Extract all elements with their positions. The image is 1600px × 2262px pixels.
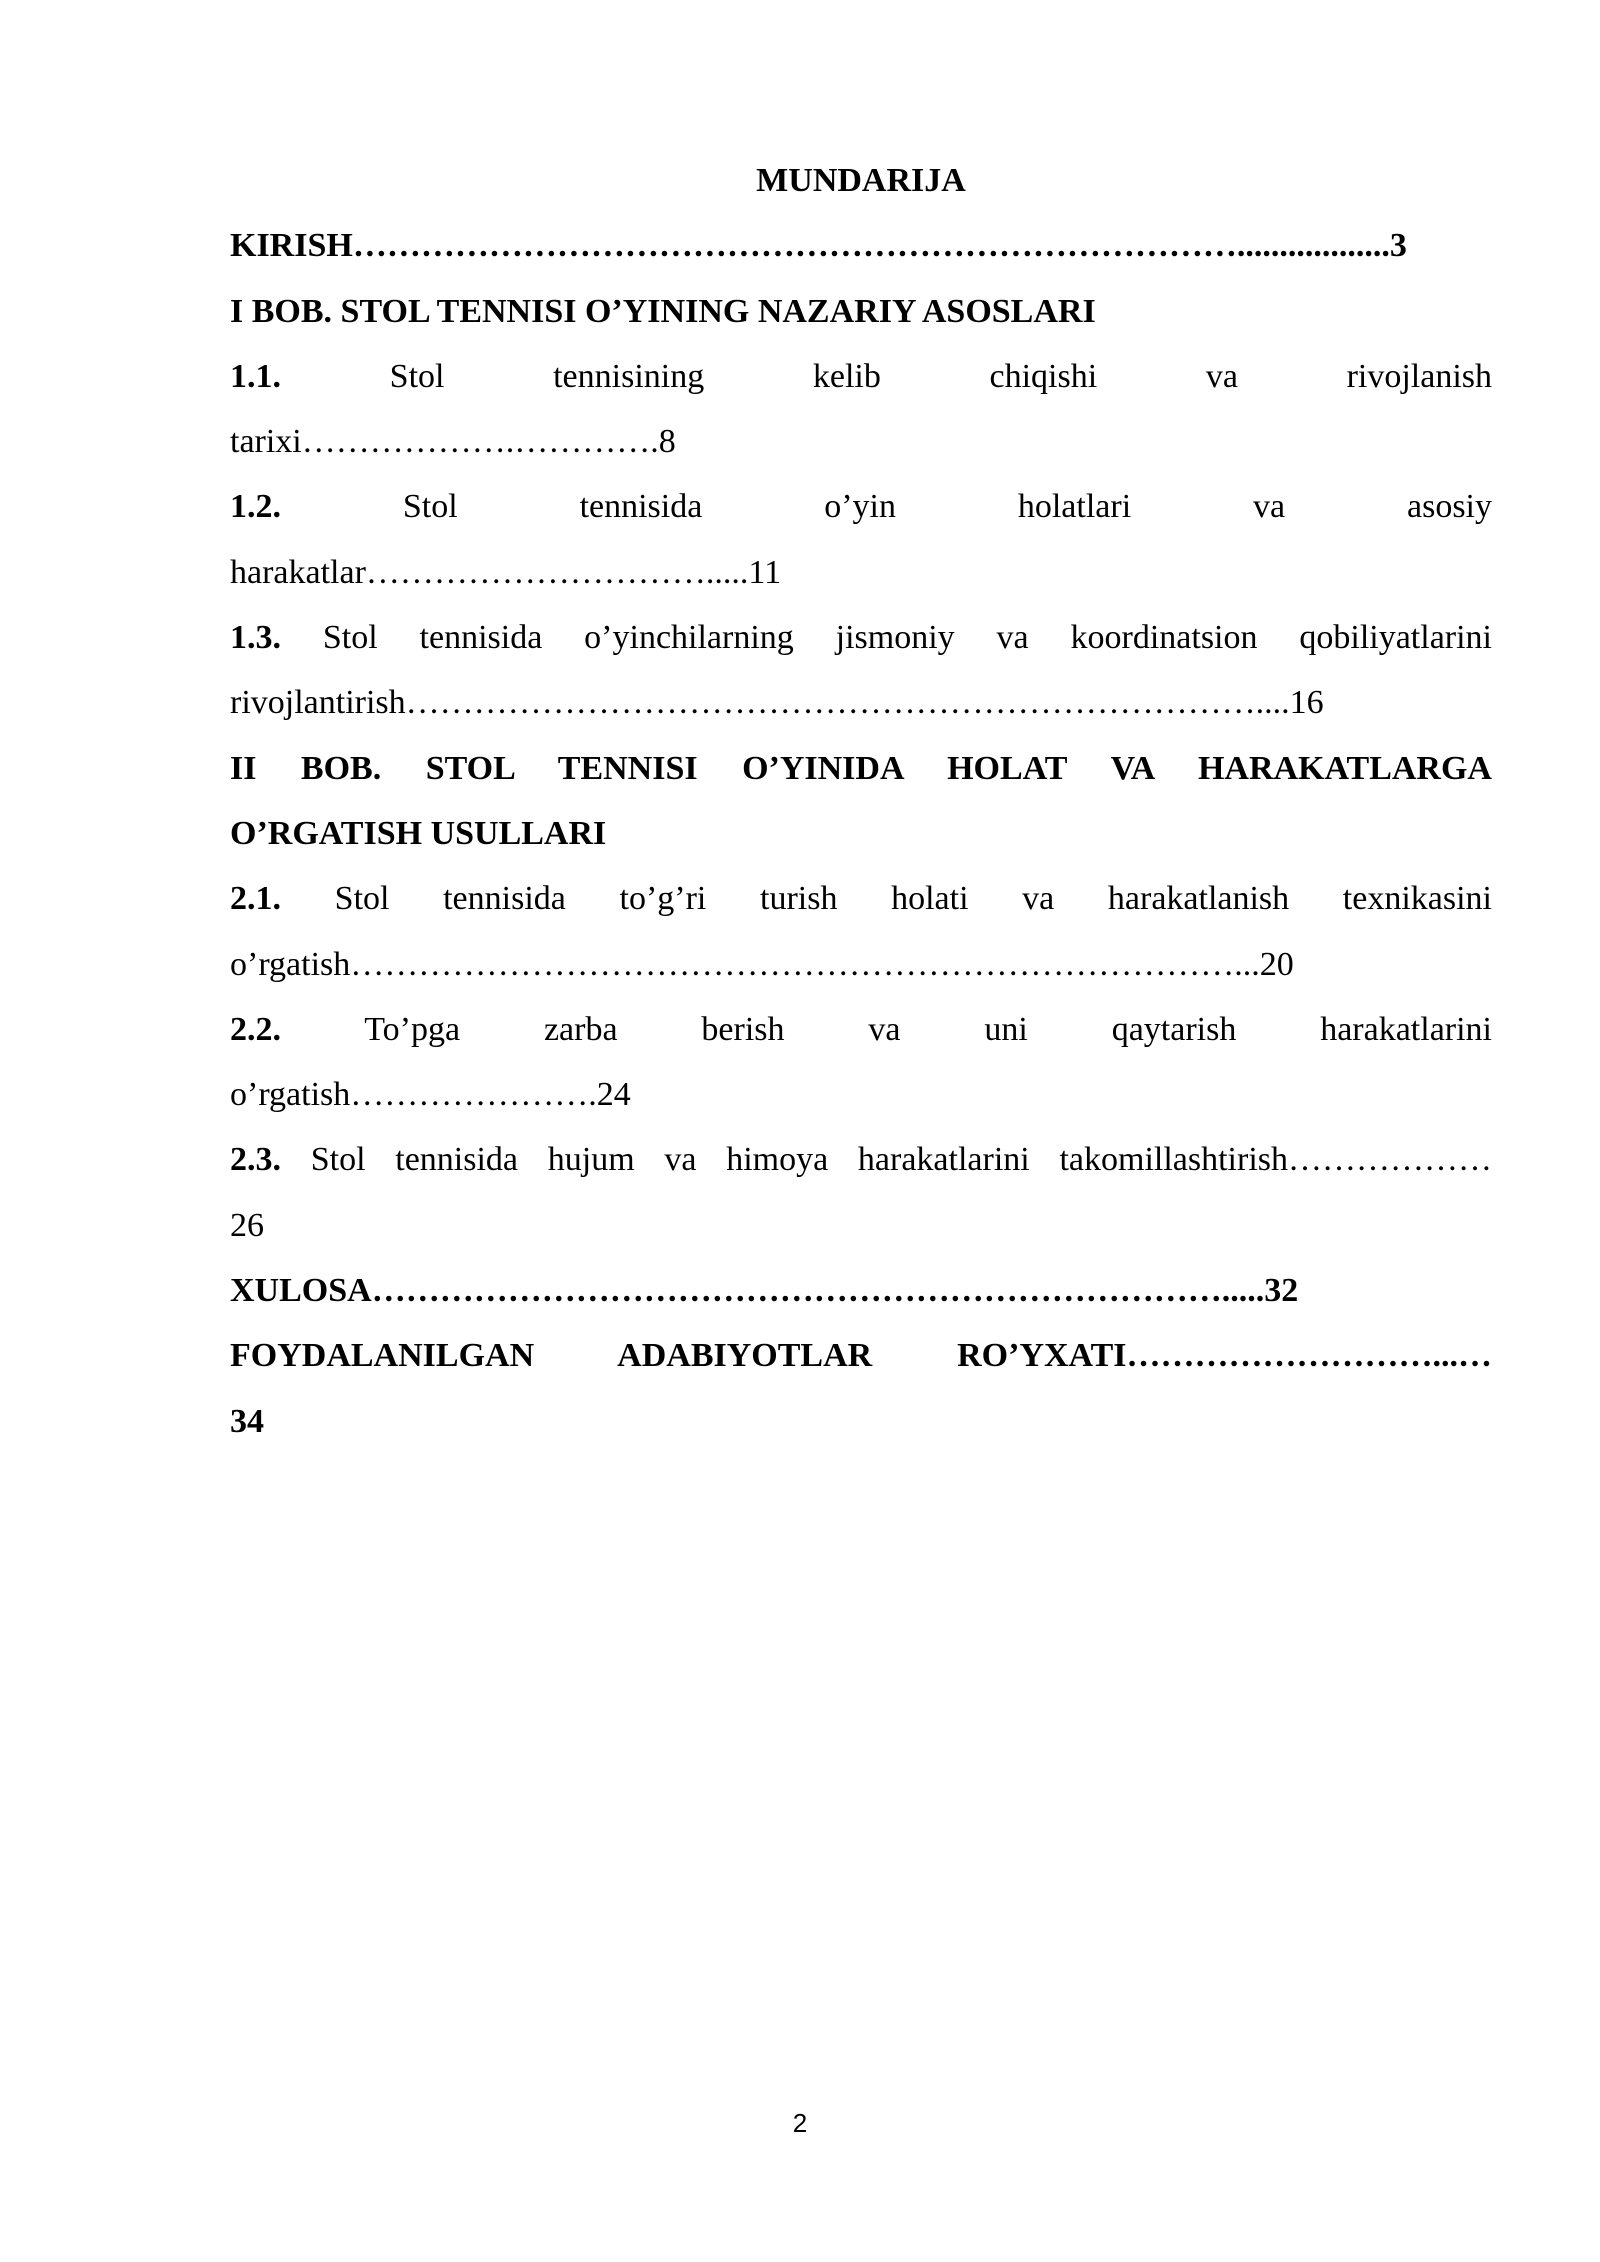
- toc-entry-2-3: [230, 1127, 1492, 1192]
- toc-entry-1-3: [230, 605, 1492, 670]
- section-number: 2.3.: [230, 1141, 281, 1179]
- toc-entry-2-1: [230, 866, 1492, 931]
- section-title: Stol tennisida hujum va himoya harakatlarini takomillashtirish………………: [310, 1141, 1492, 1179]
- toc-entry-chapter-2-cont: O’RGATISH USULLARI: [230, 814, 607, 852]
- section-number: 1.3.: [230, 619, 281, 657]
- section-number: 2.2.: [230, 1010, 281, 1048]
- toc-entry-kirish: KIRISH……………………………………………………………………..................3: [230, 227, 1407, 265]
- section-number: 1.2.: [230, 488, 281, 526]
- toc-title: MUNDARIJA: [756, 162, 966, 199]
- toc-entry-chapter-1: I BOB. STOL TENNISI O’YINING NAZARIY ASOSLARI: [230, 292, 1096, 330]
- toc-entry-1-2-cont: harakatlar………………………….....11: [230, 553, 782, 591]
- section-title: To’pga zarba berish va uni qaytarish harakatlarini: [364, 1010, 1492, 1048]
- toc-entry-references-cont: 34: [230, 1402, 264, 1440]
- page-number: 2: [792, 2108, 808, 2138]
- toc-entry-2-2-cont: o’rgatish………………….24: [230, 1076, 631, 1114]
- section-title: Stol tennisida to’g’ri turish holati va harakatlanish texnikasini: [334, 880, 1493, 918]
- toc-entry-1-2: [230, 474, 1492, 539]
- toc-entry-1-3-cont: rivojlantirish…………………………………………………………………....16: [230, 684, 1324, 722]
- toc-entry-1-1-cont: tarixi……………….………….8: [230, 423, 676, 461]
- toc-entry-2-2: [230, 997, 1492, 1062]
- section-number: 2.1.: [230, 880, 281, 918]
- section-title: Stol tennisida o’yin holatlari va asosiy: [402, 488, 1493, 526]
- toc-entry-xulosa: XULOSA………………………………………………………………….....32: [230, 1272, 1299, 1310]
- toc-entry-2-1-cont: o’rgatish……………………………………………………………………...20: [230, 945, 1294, 983]
- section-title: Stol tennisida o’yinchilarning jismoniy va koordinatsion qobiliyatlarini: [322, 619, 1492, 657]
- section-title: Stol tennisining kelib chiqishi va rivojlanish: [389, 357, 1492, 395]
- section-number: 1.1.: [230, 357, 281, 395]
- toc-entry-chapter-2: II BOB. STOL TENNISI O’YINIDA HOLAT VA HARAKATLARGA: [230, 749, 1492, 787]
- toc-entry-1-1: [230, 344, 1492, 409]
- toc-entry-2-3-cont: 26: [230, 1206, 264, 1244]
- toc-entry-references: FOYDALANILGAN ADABIYOTLAR RO’YXATI………………………...…: [230, 1337, 1492, 1375]
- table-of-contents: [230, 148, 1492, 1454]
